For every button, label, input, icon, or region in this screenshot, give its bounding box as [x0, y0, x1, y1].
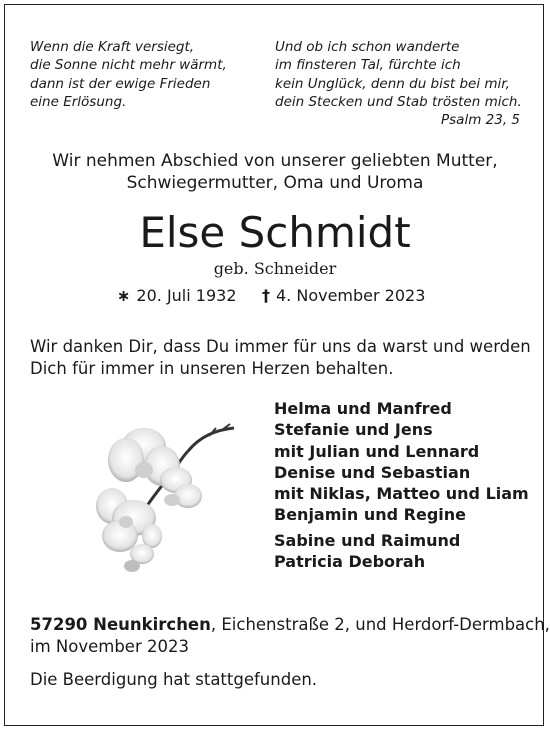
thanks-line: Dich für immer in unseren Herzen behalten.: [30, 359, 394, 378]
death-date-line: [262, 286, 425, 305]
intro-text: [0, 150, 550, 194]
poem-line: Wenn die Kraft versiegt,: [30, 39, 195, 55]
family-member: Stefanie und Jens: [274, 420, 433, 440]
death-cross-icon: †: [262, 286, 270, 305]
poem-right: [275, 38, 522, 111]
intro-line: Schwiegermutter, Oma und Uroma: [126, 173, 424, 193]
family-member: Denise und Sebastian: [274, 462, 471, 482]
family-member: mit Niklas, Matteo und Liam: [274, 484, 529, 504]
maiden-name: geb. Schneider: [213, 259, 337, 278]
birth-star-icon: ∗: [117, 286, 131, 305]
family-list: [274, 398, 529, 572]
poem-source: Psalm 23, 5: [441, 112, 520, 128]
family-member: mit Julian und Lennard: [274, 441, 480, 461]
poem-left: [30, 38, 227, 111]
address-place: 57290 Neunkirchen: [30, 615, 211, 634]
family-member: Sabine und Raimund: [274, 530, 461, 550]
address-block: [30, 614, 550, 658]
address-date: im November 2023: [30, 637, 189, 656]
address-rest: , Eichenstraße 2, und Herdorf-Dermbach,: [210, 615, 550, 634]
poem-line: dein Stecken und Stab trösten mich.: [275, 93, 522, 110]
poem-line: eine Erlösung.: [30, 93, 127, 110]
family-member: Benjamin und Regine: [274, 505, 466, 525]
thanks-text: [30, 336, 530, 380]
poem-line: die Sonne nicht mehr wärmt,: [30, 57, 227, 74]
poem-line: dann ist der ewige Frieden: [30, 75, 211, 92]
birth-date: 20. Juli 1932: [136, 286, 237, 305]
funeral-note: Die Beerdigung hat stattgefunden.: [30, 670, 318, 689]
family-member: Patricia Deborah: [274, 552, 426, 572]
poem-line: im finsteren Tal, fürchte ich: [275, 57, 461, 74]
deceased-name: Else Schmidt: [139, 208, 411, 257]
orchid-icon: [84, 388, 244, 578]
family-member: Helma und Manfred: [274, 399, 452, 418]
death-date: 4. November 2023: [276, 286, 426, 305]
intro-line: Wir nehmen Abschied von unserer geliebten Mutter,: [52, 151, 498, 171]
poem-line: Und ob ich schon wanderte: [275, 39, 460, 55]
thanks-line: Wir danken Dir, dass Du immer für uns da warst und werden: [30, 337, 531, 356]
birth-date-line: [117, 286, 237, 305]
address-line: [30, 614, 550, 636]
poem-line: kein Unglück, denn du bist bei mir,: [275, 75, 510, 92]
